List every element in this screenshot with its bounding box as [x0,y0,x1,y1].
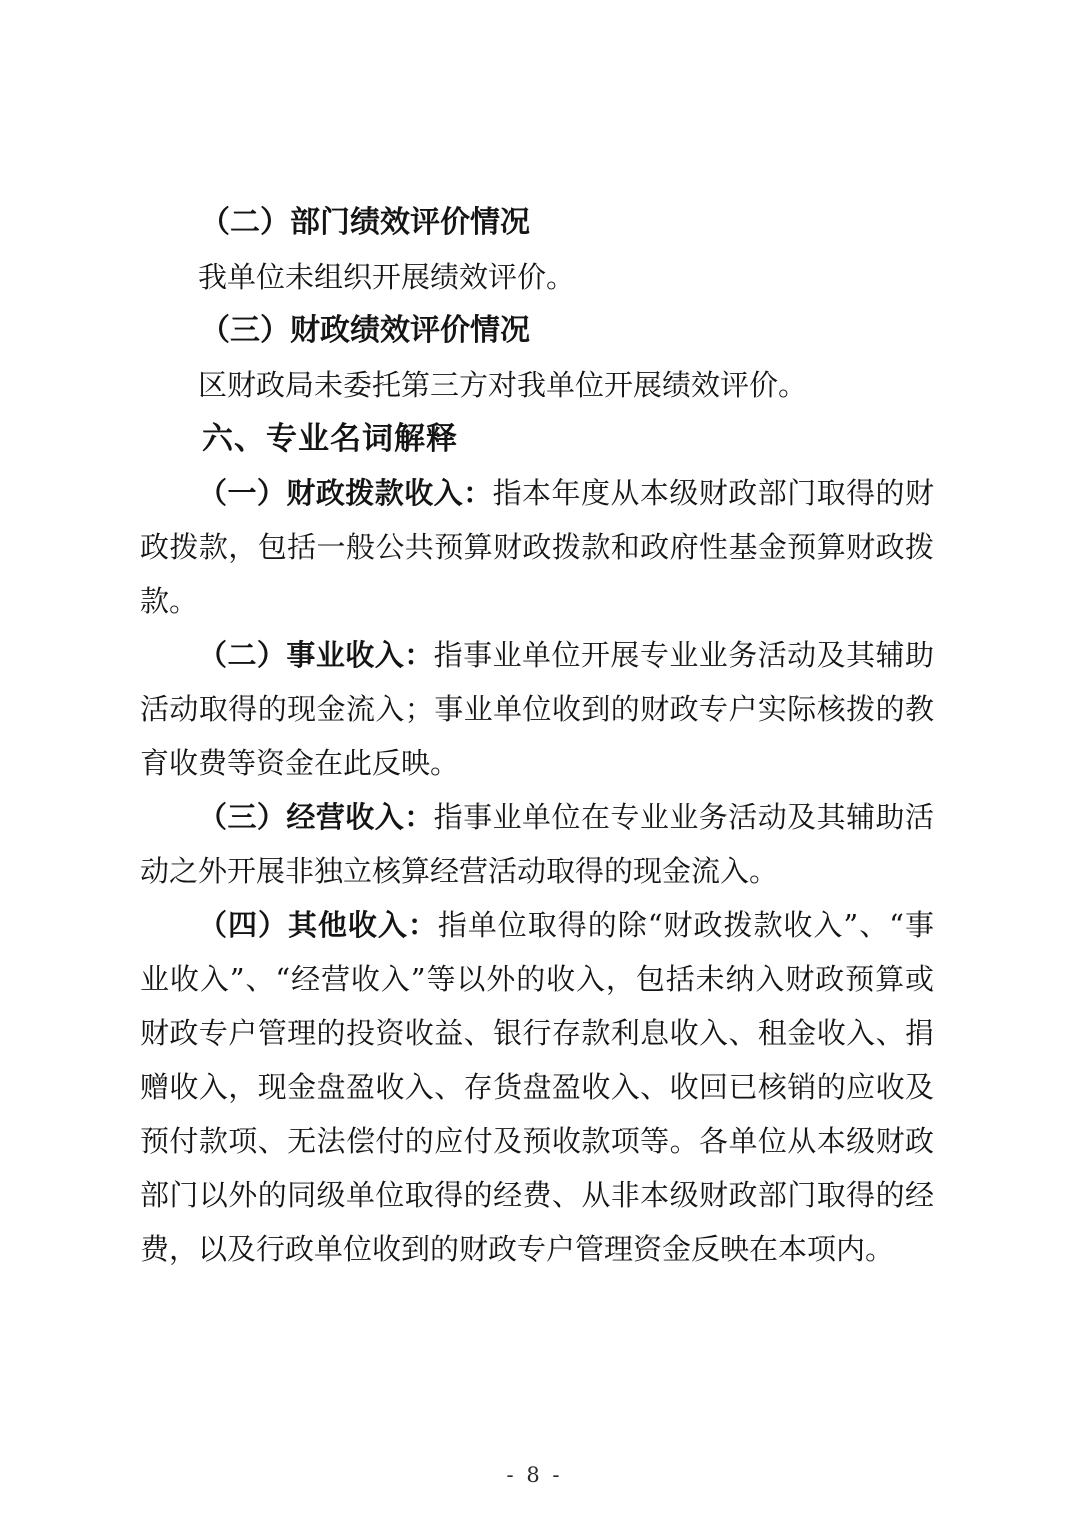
paragraph-dept-performance: 我单位未组织开展绩效评价。 [198,260,576,294]
term-label-business-income: （三）经营收入： [198,800,434,834]
section-heading-fiscal-performance: （三）财政绩效评价情况 [200,313,530,348]
term-paragraph-fiscal-appropriation-income [140,466,934,628]
chapter-heading-glossary: 六、专业名词解释 [202,421,458,457]
term-label-other-income: （四）其他收入： [198,908,438,942]
paragraph-fiscal-performance: 区财政局未委托第三方对我单位开展绩效评价。 [198,368,808,402]
term-definition-fiscal-appropriation-income: 指本年度从本级财政部门取得的财政拨款，包括一般公共预算财政拨款和政府性基金预算财政拨款。 [140,476,934,618]
term-label-institution-income: （二）事业收入： [198,638,434,672]
term-paragraph-operating-income-institution [140,628,934,790]
document-body [140,196,934,1276]
term-definition-institution-income: 指事业单位开展专业业务活动及其辅助活动取得的现金流入；事业单位收到的财政专户实际核拨的教育收费等资金在此反映。 [140,638,934,780]
term-paragraph-other-income [140,898,934,1276]
section-heading-dept-performance: （二）部门绩效评价情况 [200,205,530,240]
term-definition-business-income: 指事业单位在专业业务活动及其辅助活动之外开展非独立核算经营活动取得的现金流入。 [140,800,934,888]
page-number: - 8 - [506,1463,563,1487]
term-paragraph-business-income [140,790,934,898]
term-label-fiscal-appropriation-income: （一）财政拨款收入： [198,476,493,510]
term-definition-other-income: 指单位取得的除“财政拨款收入”、“事业收入”、“经营收入”等以外的收入，包括未纳入财政预算或财政专户管理的投资收益、银行存款利息收入、租金收入、捐赠收入，现金盘盈收入、存货盘盈收入、收回已核销的应收及预付款项、无法偿付的应付及预收款项等。各单位从本级财政部门以外的同级单位取得的经费、从非本级财政部门取得的经费，以及行政单位收到的财政专户管理资金反映在本项内。 [140,908,934,1266]
